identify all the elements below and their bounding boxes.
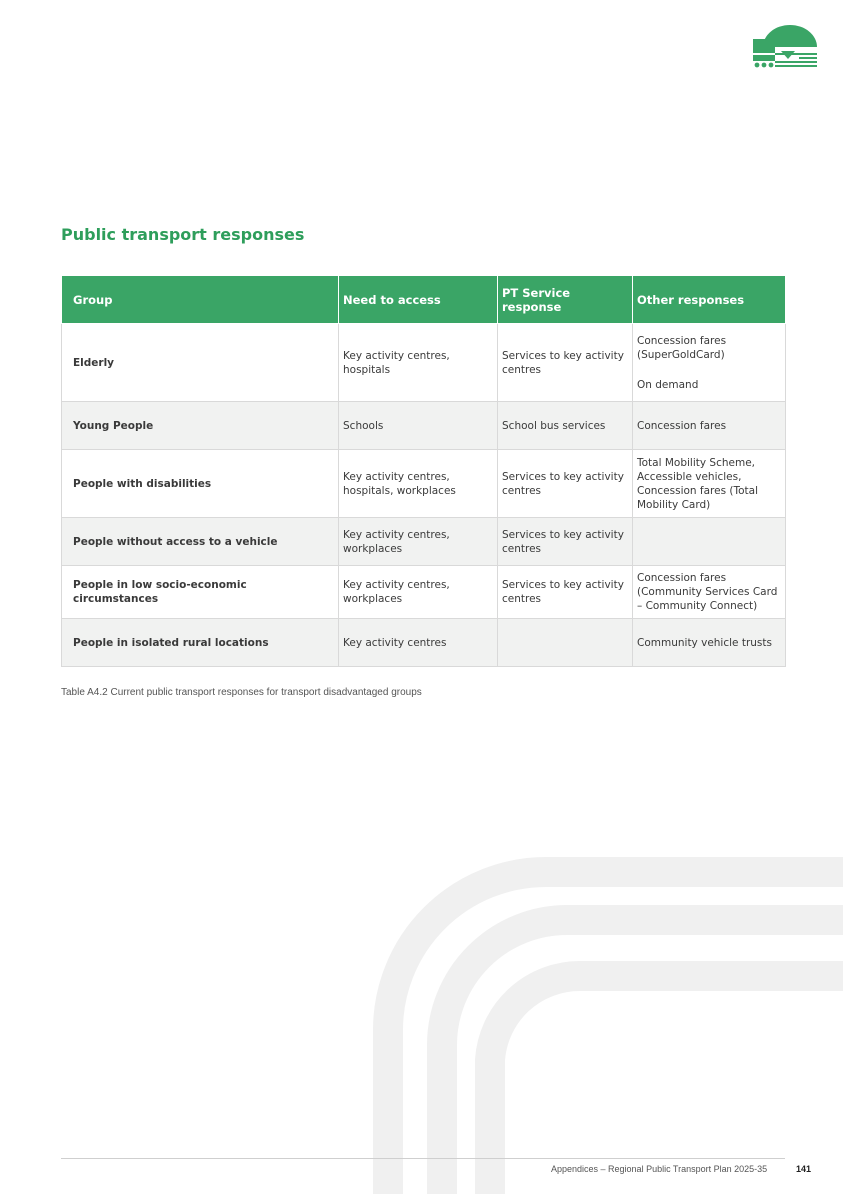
pt-cell <box>498 619 633 667</box>
other-cell <box>633 324 786 402</box>
table-caption: Table A4.2 Current public transport responses for transport disadvantaged groups <box>61 687 422 698</box>
table-row <box>62 566 786 619</box>
footer-divider <box>61 1158 785 1159</box>
pt-cell: Services to key activity centres <box>498 324 633 402</box>
pt-cell: Services to key activity centres <box>498 566 633 619</box>
need-cell: Key activity centres, hospitals <box>339 324 498 402</box>
table-row <box>62 450 786 518</box>
group-cell: People in isolated rural locations <box>62 619 339 667</box>
need-cell: Key activity centres, hospitals, workplaces <box>339 450 498 518</box>
other-cell: Community vehicle trusts <box>633 619 786 667</box>
other-cell: Concession fares (Community Services Card – Community Connect) <box>633 566 786 619</box>
header-pt-service: PT Service response <box>498 276 633 324</box>
footer-text: Appendices – Regional Public Transport Plan 2025-35 <box>551 1164 768 1174</box>
page-title: Public transport responses <box>61 225 305 244</box>
other-line: On demand <box>637 378 699 391</box>
other-cell: Total Mobility Scheme, Accessible vehicles, Concession fares (Total Mobility Card) <box>633 450 786 518</box>
table-header-row <box>62 276 786 324</box>
need-cell: Key activity centres <box>339 619 498 667</box>
group-cell: Young People <box>62 402 339 450</box>
group-cell: People without access to a vehicle <box>62 518 339 566</box>
table-row <box>62 518 786 566</box>
group-cell: Elderly <box>62 324 339 402</box>
pt-cell: Services to key activity centres <box>498 450 633 518</box>
transport-logo-icon <box>751 25 817 69</box>
table-row <box>62 619 786 667</box>
group-cell: People in low socio-economic circumstances <box>62 566 339 619</box>
need-cell: Schools <box>339 402 498 450</box>
other-cell <box>633 518 786 566</box>
pt-cell: Services to key activity centres <box>498 518 633 566</box>
need-cell: Key activity centres, workplaces <box>339 518 498 566</box>
other-line: Concession fares (SuperGoldCard) <box>637 334 727 361</box>
header-group: Group <box>62 276 339 324</box>
other-cell: Concession fares <box>633 402 786 450</box>
group-cell: People with disabilities <box>62 450 339 518</box>
header-other: Other responses <box>633 276 786 324</box>
page-number: 141 <box>796 1164 812 1174</box>
pt-cell: School bus services <box>498 402 633 450</box>
table-row <box>62 324 786 402</box>
need-cell: Key activity centres, workplaces <box>339 566 498 619</box>
table-row <box>62 402 786 450</box>
header-need: Need to access <box>339 276 498 324</box>
responses-table <box>61 275 786 667</box>
